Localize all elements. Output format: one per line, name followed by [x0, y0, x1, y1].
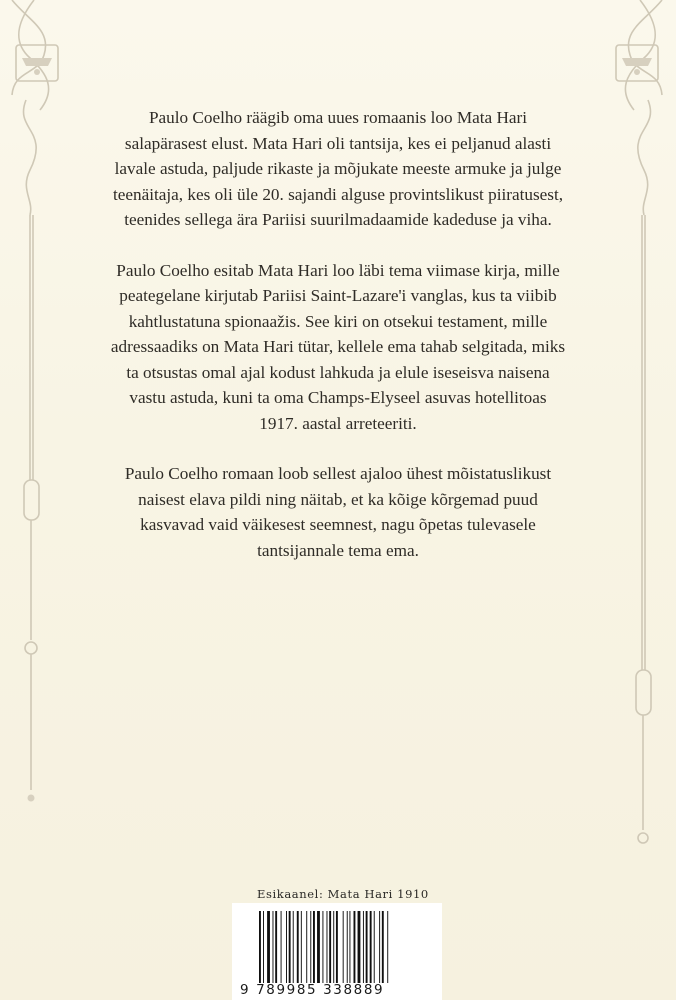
left-ornament-icon — [0, 0, 80, 820]
back-cover-blurb — [110, 105, 566, 588]
blurb-paragraph-3: Paulo Coelho romaan loob sellest ajaloo ühest mõistatuslikust naisest elava pildi ning näitab, et ka kõige kõrgemad puud kasvavad vaid väikesest seemnest, nagu õpetas tulevasele tantsijannale tema ema. — [124, 464, 552, 560]
isbn-digits: 9 789985 338889 — [240, 982, 385, 998]
blurb-paragraph-1: Paulo Coelho räägib oma uues romaanis loo Mata Hari salapärasest elust. Mata Hari oli tantsija, kes ei peljanud alasti lavale astuda, paljude rikaste ja mõjukate meeste armuke ja julge teenäitaja, kes oli üle 20. sajandi alguse provintslikust piiratusest, teenides sellega ära Pariisi suurilmadaamide kadeduse ja viha. — [112, 108, 564, 229]
right-ornament-icon — [596, 0, 676, 860]
blurb-paragraph-2: Paulo Coelho esitab Mata Hari loo läbi tema viimase kirja, mille peategelane kirjutab Pariisi Saint-Lazare'i vanglas, kus ta viibib kahtlustatuna spionaažis. See kiri on otsekui testament, mille adressaadiks on Mata Hari tütar, kellele ema tahab selgitada, miks ta otsustas omal ajal kodust lahkuda ja elule iseseisva naisena vastu astuda, kuni ta oma Champs-Elyseel asuvas hotellitoas 1917. aastal arreteeriti. — [110, 260, 566, 433]
cover-image-credit: Esikaanel: Mata Hari 1910 — [257, 887, 429, 901]
isbn-barcode — [232, 903, 442, 1000]
barcode-icon — [259, 911, 432, 983]
